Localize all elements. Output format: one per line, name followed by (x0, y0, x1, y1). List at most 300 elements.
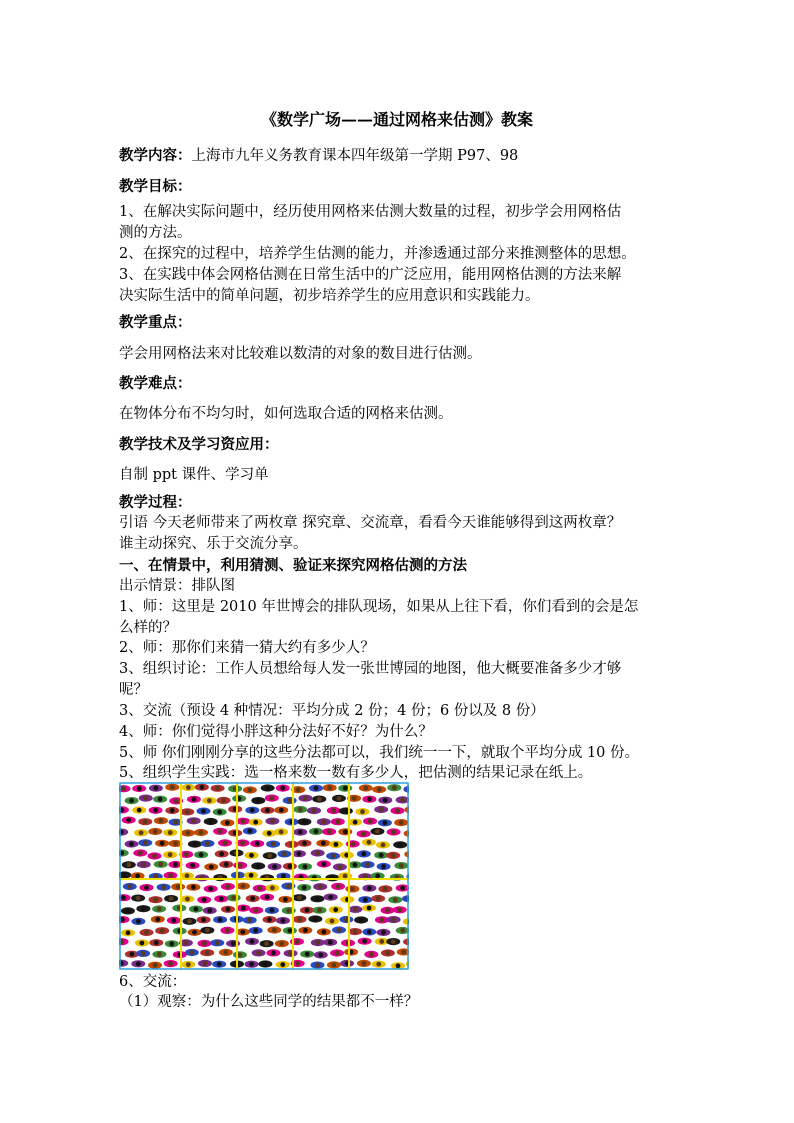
intro-line-2: 谁主动探究、乐于交流分享。 (119, 536, 308, 552)
person-head (279, 941, 284, 946)
person-head (155, 917, 160, 922)
person-head (361, 831, 366, 836)
person-head (397, 907, 402, 912)
person-head (215, 786, 220, 791)
person-head (281, 874, 286, 879)
goal-line-2: 测的方法。 (119, 225, 192, 241)
person-head (391, 939, 396, 944)
person-head (138, 851, 143, 856)
person-head (353, 820, 358, 825)
person-head (192, 797, 197, 802)
person-head (143, 819, 148, 824)
person-head (186, 962, 191, 967)
person-head (174, 799, 179, 804)
person-head (185, 897, 190, 902)
step-line: 出示情景：排队图 (119, 578, 235, 594)
person-head (249, 962, 254, 967)
person-head (267, 917, 272, 922)
person-head (391, 917, 396, 922)
person-head (367, 930, 372, 935)
person-head (250, 808, 255, 813)
person-head (217, 962, 222, 967)
person-head (283, 897, 288, 902)
person-head (263, 962, 268, 967)
person-head (318, 953, 323, 958)
person-head (362, 961, 367, 966)
person-head (199, 830, 204, 835)
person-head (386, 951, 391, 956)
person-head (270, 908, 275, 913)
person-head (337, 796, 342, 801)
person-head (249, 873, 254, 878)
person-head (396, 963, 401, 968)
person-head (272, 864, 277, 869)
person-head (226, 884, 231, 889)
person-head (398, 842, 403, 847)
person-head (368, 819, 373, 824)
person-head (208, 819, 213, 824)
person-head (350, 842, 355, 847)
goal-line-1: 1、在解决实际问题中，经历使用网格来估测大数量的过程，初步学会用网格估 (119, 204, 622, 220)
person-head (187, 919, 192, 924)
person-head (201, 917, 206, 922)
person-head (192, 930, 197, 935)
person-head (205, 841, 210, 846)
crowd-grid-svg (119, 782, 409, 970)
person-head (219, 852, 224, 857)
person-head (270, 886, 275, 891)
person-head (265, 895, 270, 900)
person-head (256, 951, 261, 956)
person-head (144, 930, 149, 935)
difficulty-heading: 教学难点： (119, 375, 192, 392)
person-head (169, 896, 174, 901)
person-head (302, 885, 307, 890)
person-head (136, 919, 141, 924)
person-head (173, 820, 178, 825)
document-title: 《数学广场——通过网格来估测》教案 (260, 110, 533, 129)
person-head (224, 950, 229, 955)
person-head (343, 829, 348, 834)
person-head (257, 886, 262, 891)
person-head (401, 950, 406, 955)
step-line: 5、组织学生实践：选一格来数一数有多少人，把估测的结果记录在纸上。 (119, 765, 593, 781)
person-head (157, 952, 162, 957)
person-head (169, 941, 174, 946)
person-head (203, 961, 208, 966)
person-head (314, 829, 319, 834)
person-head (338, 865, 343, 870)
person-head (379, 853, 384, 858)
person-head (122, 873, 127, 878)
content-label: 教学内容： (119, 147, 192, 164)
person-head (126, 862, 131, 867)
person-head (270, 819, 275, 824)
person-head (265, 808, 270, 813)
person-head (241, 819, 246, 824)
person-head (185, 873, 190, 878)
person-head (375, 874, 380, 879)
person-head (173, 862, 178, 867)
person-head (202, 941, 207, 946)
person-head (395, 808, 400, 813)
person-head (317, 797, 322, 802)
step-line: 3、组织讨论：工作人员想给每人发一张世博园的地图，他大概要准备多少才够 (119, 661, 622, 677)
person-head (238, 952, 243, 957)
person-head (353, 929, 358, 934)
person-head (253, 928, 258, 933)
person-head (159, 818, 164, 823)
person-head (200, 785, 205, 790)
person-head (335, 819, 340, 824)
person-head (136, 961, 141, 966)
person-head (226, 907, 231, 912)
person-head (298, 830, 303, 835)
person-head (201, 809, 206, 814)
person-head (255, 841, 260, 846)
person-head (333, 907, 338, 912)
person-head (305, 908, 310, 913)
person-head (240, 841, 245, 846)
person-head (302, 841, 307, 846)
step-line: 5、师 你们刚刚分享的这些分法都可以，我们统一一下，就取个平均分成 10 份。 (119, 745, 640, 761)
person-head (170, 808, 175, 813)
person-head (130, 952, 135, 957)
person-head (144, 885, 149, 890)
person-head (269, 796, 274, 801)
person-head (158, 797, 163, 802)
person-head (218, 917, 223, 922)
person-head (383, 798, 388, 803)
person-head (139, 830, 144, 835)
person-head (350, 887, 355, 892)
person-head (297, 917, 302, 922)
person-head (253, 820, 258, 825)
person-head (343, 874, 348, 879)
person-head (376, 962, 381, 967)
person-head (126, 818, 131, 823)
person-head (381, 930, 386, 935)
person-head (168, 961, 173, 966)
person-head (219, 896, 224, 901)
person-head (288, 928, 293, 933)
person-head (286, 884, 291, 889)
content-line (119, 145, 518, 167)
person-head (321, 841, 326, 846)
person-head (334, 842, 339, 847)
person-head (225, 820, 230, 825)
person-head (305, 952, 310, 957)
person-head (168, 830, 173, 835)
step-line: 呢？ (119, 682, 148, 698)
person-head (215, 940, 220, 945)
person-head (126, 930, 131, 935)
person-head (327, 785, 332, 790)
person-head (240, 930, 245, 935)
person-head (327, 829, 332, 834)
goal-line-4: 3、在实践中体会网格估测在日常生活中的广泛应用，能用网格估测的方法来解 (119, 267, 622, 283)
person-head (367, 886, 372, 891)
person-head (297, 851, 302, 856)
person-head (199, 852, 204, 857)
person-head (280, 962, 285, 967)
person-head (157, 907, 162, 912)
person-head (322, 862, 327, 867)
person-head (264, 941, 269, 946)
person-head (141, 951, 146, 956)
person-head (279, 830, 284, 835)
person-head (154, 786, 159, 791)
person-head (312, 808, 317, 813)
person-head (315, 896, 320, 901)
person-head (314, 786, 319, 791)
person-head (343, 786, 348, 791)
person-head (205, 950, 210, 955)
person-head (231, 895, 236, 900)
person-head (250, 939, 255, 944)
person-head (247, 918, 252, 923)
person-head (208, 886, 213, 891)
person-head (280, 786, 285, 791)
person-head (158, 862, 163, 867)
person-head (191, 818, 196, 823)
person-head (376, 896, 381, 901)
person-head (332, 963, 337, 968)
step-line: 3、交流（预设 4 种情况：平均分成 2 份；4 份；6 份以及 8 份） (119, 703, 545, 719)
crowd-grid-image (119, 782, 409, 970)
person-head (267, 831, 272, 836)
person-head (391, 853, 396, 858)
person-head (400, 928, 405, 933)
person-head (360, 809, 365, 814)
person-head (256, 798, 261, 803)
person-head (362, 939, 367, 944)
person-head (238, 863, 243, 868)
person-head (256, 864, 261, 869)
person-head (184, 941, 189, 946)
person-head (160, 841, 165, 846)
person-head (295, 939, 300, 944)
person-head (315, 963, 320, 968)
person-head (173, 841, 178, 846)
person-head (286, 908, 291, 913)
person-head (363, 897, 368, 902)
person-head (316, 940, 321, 945)
person-head (288, 864, 293, 869)
person-head (267, 853, 272, 858)
person-head (279, 808, 284, 813)
person-head (367, 906, 372, 911)
person-head (186, 831, 191, 836)
person-head (375, 829, 380, 834)
goal-line-3: 2、在探究的过程中，培养学生估测的能力，并渗透通过部分来推测整体的思想。 (119, 246, 636, 262)
person-head (331, 854, 336, 859)
person-head (337, 928, 342, 933)
person-head (191, 885, 196, 890)
person-head (193, 842, 198, 847)
person-head (120, 917, 125, 922)
person-head (207, 798, 212, 803)
process-heading: 教学过程： (119, 494, 192, 511)
step-line: 4、师：你们觉得小胖这种分法好不好？为什么？ (119, 724, 433, 740)
person-head (140, 941, 145, 946)
person-head (296, 787, 301, 792)
tech-heading: 教学技术及学习资应用： (119, 436, 279, 453)
person-head (205, 928, 210, 933)
person-head (207, 908, 212, 913)
person-head (399, 863, 404, 868)
person-head (297, 895, 302, 900)
person-head (154, 940, 159, 945)
person-head (184, 852, 189, 857)
person-head (168, 873, 173, 878)
person-head (335, 951, 340, 956)
person-head (137, 786, 142, 791)
person-head (254, 908, 259, 913)
person-head (137, 808, 142, 813)
person-head (281, 918, 286, 923)
person-head (190, 863, 195, 868)
person-head (380, 918, 385, 923)
person-head (121, 895, 126, 900)
person-head (331, 808, 336, 813)
person-head (344, 809, 349, 814)
person-head (129, 798, 134, 803)
person-head (265, 786, 270, 791)
person-head (186, 785, 191, 790)
intro-line-1: 引语 今天老师带来了两枚章 探究章、交流章，看看今天谁能够得到这两枚章？ (119, 515, 622, 531)
person-head (190, 950, 195, 955)
person-head (391, 830, 396, 835)
person-head (170, 785, 175, 790)
person-head (379, 939, 384, 944)
person-head (271, 842, 276, 847)
person-head (381, 843, 386, 848)
person-head (321, 819, 326, 824)
person-head (302, 819, 307, 824)
person-head (136, 896, 141, 901)
person-head (176, 884, 181, 889)
person-head (209, 865, 214, 870)
person-head (315, 851, 320, 856)
person-head (383, 887, 388, 892)
step-line: 么样的？ (119, 620, 177, 636)
goal-line-5: 决实际生活中的简单问题，初步培养学生的应用意识和实践能力。 (119, 288, 540, 304)
person-head (217, 810, 222, 815)
person-head (379, 807, 384, 812)
person-head (392, 785, 397, 790)
observe-line: （1）观察：为什么这些同学的结果都不一样？ (119, 994, 419, 1010)
person-head (400, 886, 405, 891)
section-one-heading: 一、在情景中，利用猜测、验证来探究网格估测的方法 (119, 557, 467, 574)
person-head (225, 928, 230, 933)
person-head (143, 796, 148, 801)
person-head (400, 798, 405, 803)
person-head (221, 798, 226, 803)
person-head (141, 862, 146, 867)
person-head (249, 853, 254, 858)
person-head (231, 941, 236, 946)
person-head (353, 862, 358, 867)
person-head (317, 908, 322, 913)
person-head (367, 840, 372, 845)
person-head (250, 896, 255, 901)
key-point-text: 学会用网格法来对比较难以数清的对象的数目进行估测。 (119, 346, 482, 362)
step-line: 2、师：那你们来猜一猜大约有多少人？ (119, 640, 375, 656)
person-head (399, 820, 404, 825)
person-head (303, 864, 308, 869)
person-head (303, 928, 308, 933)
person-head (241, 906, 246, 911)
person-head (367, 797, 372, 802)
person-head (318, 884, 323, 889)
person-head (313, 917, 318, 922)
person-head (248, 788, 253, 793)
person-head (218, 829, 223, 834)
person-head (328, 940, 333, 945)
person-head (168, 852, 173, 857)
goals-heading: 教学目标： (119, 178, 192, 195)
person-head (381, 864, 386, 869)
person-head (359, 918, 364, 923)
person-head (153, 808, 158, 813)
person-head (135, 874, 140, 879)
content-text: 上海市九年义务教育课本四年级第一学期 P97、98 (191, 148, 519, 164)
person-head (369, 952, 374, 957)
person-head (153, 963, 158, 968)
person-head (153, 897, 158, 902)
person-head (129, 842, 134, 847)
person-head (282, 852, 287, 857)
person-head (223, 841, 228, 846)
person-head (295, 961, 300, 966)
person-head (363, 786, 368, 791)
person-head (143, 840, 148, 845)
person-head (352, 796, 357, 801)
person-head (202, 897, 207, 902)
person-head (361, 852, 366, 857)
person-head (194, 907, 199, 912)
person-head (224, 862, 229, 867)
person-head (141, 906, 146, 911)
person-head (152, 854, 157, 859)
person-head (321, 930, 326, 935)
step-line: 1、师：这里是 2010 年世博会的排队现场，如果从上往下看，你们看到的会是怎 (119, 599, 639, 615)
person-head (377, 787, 382, 792)
person-head (330, 919, 335, 924)
person-head (272, 928, 277, 933)
person-head (298, 807, 303, 812)
key-point-heading: 教学重点： (119, 314, 192, 331)
person-head (353, 907, 358, 912)
person-head (185, 810, 190, 815)
person-head (393, 897, 398, 902)
person-head (121, 786, 126, 791)
person-head (241, 884, 246, 889)
person-head (126, 909, 131, 914)
person-head (161, 885, 166, 890)
person-head (287, 798, 292, 803)
person-head (303, 796, 308, 801)
person-head (328, 895, 333, 900)
person-head (385, 908, 390, 913)
person-head (383, 820, 388, 825)
person-head (336, 884, 341, 889)
tech-text: 自制 ppt 课件、学习单 (119, 467, 269, 483)
person-head (127, 884, 132, 889)
person-head (247, 829, 252, 834)
person-head (153, 829, 158, 834)
